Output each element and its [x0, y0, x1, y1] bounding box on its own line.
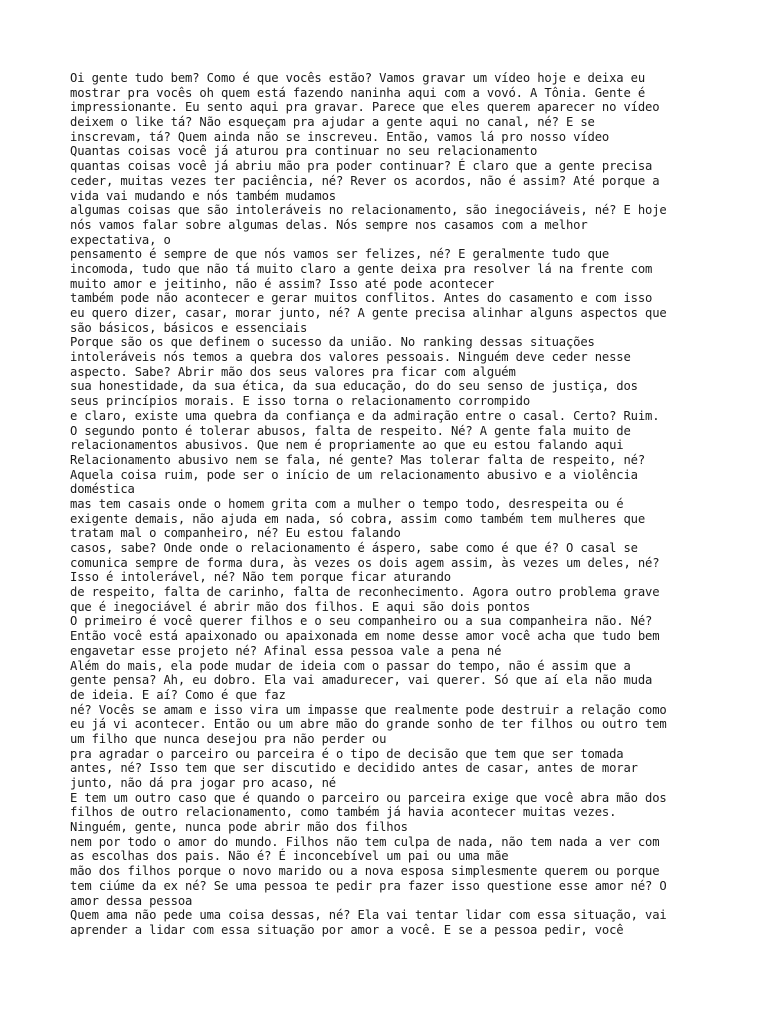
text-line: sua honestidade, da sua ética, da sua educação, do do seu senso de justiça, dos [70, 379, 638, 394]
text-line: nem por todo o amor do mundo. Filhos não tem culpa de nada, não tem nada a ver com [70, 834, 660, 849]
text-line: quantas coisas você já abriu mão pra poder continuar? É claro que a gente precisa [70, 159, 653, 174]
text-line: intoleráveis nós temos a quebra dos valores pessoais. Ninguém deve ceder nesse [70, 350, 631, 365]
text-line: eu quero dizer, casar, morar junto, né? A gente precisa alinhar alguns aspectos que [70, 306, 667, 320]
text-line: amor dessa pessoa [70, 893, 193, 908]
text-line: também pode não acontecer e gerar muitos conflitos. Antes do casamento e com isso [70, 291, 653, 306]
text-line: exigente demais, não ajuda em nada, só cobra, assim como também tem mulheres que [70, 511, 645, 526]
text-line: filhos de outro relacionamento, como também já havia acontecer muitas vezes. [70, 805, 617, 820]
text-line: Além do mais, ela pode mudar de ideia com o passar do tempo, não é assim que a [70, 658, 631, 673]
text-line: gente pensa? Ah, eu dobro. Ela vai amadurecer, vai querer. Só que aí ela não muda [70, 673, 653, 688]
text-line: muito amor e jeitinho, não é assim? Isso até pode acontecer [70, 276, 495, 291]
text-line: mostrar pra vocês oh quem está fazendo naninha aqui com a vovó. A Tônia. Gente é [70, 85, 645, 100]
text-line: tem ciúme da ex né? Se uma pessoa te pedir pra fazer isso questione esse amor né? O [70, 878, 667, 893]
text-line: nós vamos falar sobre algumas delas. Nós sempre nos casamos com a melhor [70, 217, 588, 232]
text-line: engavetar esse projeto né? Afinal essa pessoa vale a pena né [70, 643, 502, 658]
text-line: Oi gente tudo bem? Como é que vocês estão? Vamos gravar um vídeo hoje e deixa eu [70, 71, 645, 85]
text-line: relacionamentos abusivos. Que nem é propriamente ao que eu estou falando aqui [70, 438, 624, 453]
text-line: O primeiro é você querer filhos e o seu companheiro ou a sua companheira não. Né? [70, 614, 653, 629]
text-line: junto, não dá pra jogar pro acaso, né [70, 776, 336, 790]
text-line: e claro, existe uma quebra da confiança e da admiração entre o casal. Certo? Ruim. [70, 408, 660, 423]
text-line: Quem ama não pede uma coisa dessas, né? Ela vai tentar lidar com essa situação, vai [70, 908, 667, 923]
text-line: inscrevam, tá? Quem ainda não se inscreveu. Então, vamos lá pro nosso vídeo [70, 129, 610, 144]
text-line: pensamento é sempre de que nós vamos ser felizes, né? E geralmente tudo que [70, 247, 610, 262]
document-page [70, 71, 760, 938]
text-line: de ideia. E aí? Como é que faz [70, 687, 286, 702]
text-line: Porque são os que definem o sucesso da união. No ranking dessas situações [70, 335, 595, 350]
text-line: ceder, muitas vezes ter paciência, né? Rever os acordos, não é assim? Até porque a [70, 173, 660, 188]
text-line: aprender a lidar com essa situação por amor a você. E se a pessoa pedir, você [70, 922, 624, 937]
text-line: né? Vocês se amam e isso vira um impasse que realmente pode destruir a relação como [70, 702, 667, 717]
text-line: impressionante. Eu sento aqui pra gravar. Parece que eles querem aparecer no vídeo [70, 100, 660, 115]
text-line: pra agradar o parceiro ou parceira é o tipo de decisão que tem que ser tomada [70, 746, 624, 761]
text-line: deixem o like tá? Não esqueçam pra ajudar a gente aqui no canal, né? E se [70, 115, 595, 130]
text-line: expectativa, o [70, 232, 171, 247]
text-line: doméstica [70, 482, 135, 497]
text-line: de respeito, falta de carinho, falta de reconhecimento. Agora outro problema grave [70, 585, 660, 600]
text-line: eu já vi acontecer. Então ou um abre mão do grande sonho de ter filhos ou outro tem [70, 717, 667, 732]
text-line: Ninguém, gente, nunca pode abrir mão dos filhos [70, 820, 408, 835]
text-line: incomoda, tudo que não tá muito claro a gente deixa pra resolver lá na frente com [70, 261, 653, 276]
text-line: vida vai mudando e nós também mudamos [70, 188, 336, 203]
text-line: um filho que nunca desejou pra não perder ou [70, 731, 387, 746]
text-line: aspecto. Sabe? Abrir mão dos seus valores pra ficar com alguém [70, 364, 516, 379]
text-line: são básicos, básicos e essenciais [70, 320, 308, 335]
text-line: Quantas coisas você já aturou pra continuar no seu relacionamento [70, 144, 538, 159]
text-line: tratam mal o companheiro, né? Eu estou falando [70, 526, 401, 541]
text-line: Aquela coisa ruim, pode ser o início de um relacionamento abusivo e a violência [70, 467, 638, 482]
text-line: E tem um outro caso que é quando o parceiro ou parceira exige que você abra mão dos [70, 790, 667, 805]
text-line: as escolhas dos pais. Não é? É inconcebível um pai ou uma mãe [70, 849, 509, 864]
text-line: algumas coisas que são intoleráveis no relacionamento, são inegociáveis, né? E hoje [70, 203, 667, 218]
text-line: que é inegociável é abrir mão dos filhos. E aqui são dois pontos [70, 599, 530, 614]
text-line: Então você está apaixonado ou apaixonada em nome desse amor você acha que tudo bem [70, 629, 660, 644]
text-line: O segundo ponto é tolerar abusos, falta de respeito. Né? A gente fala muito de [70, 423, 631, 438]
text-line: mão dos filhos porque o novo marido ou a nova esposa simplesmente querem ou porque [70, 864, 660, 879]
text-line: Isso é intolerável, né? Não tem porque ficar aturando [70, 570, 451, 585]
text-line: comunica sempre de forma dura, às vezes os dois agem assim, às vezes um deles, né? [70, 555, 660, 570]
text-line: mas tem casais onde o homem grita com a mulher o tempo todo, desrespeita ou é [70, 496, 624, 511]
text-line: antes, né? Isso tem que ser discutido e decidido antes de casar, antes de morar [70, 761, 638, 776]
text-line: Relacionamento abusivo nem se fala, né gente? Mas tolerar falta de respeito, né? [70, 452, 645, 467]
text-line: seus princípios morais. E isso torna o relacionamento corrompido [70, 394, 530, 409]
text-line: casos, sabe? Onde onde o relacionamento é áspero, sabe como é que é? O casal se [70, 541, 638, 555]
